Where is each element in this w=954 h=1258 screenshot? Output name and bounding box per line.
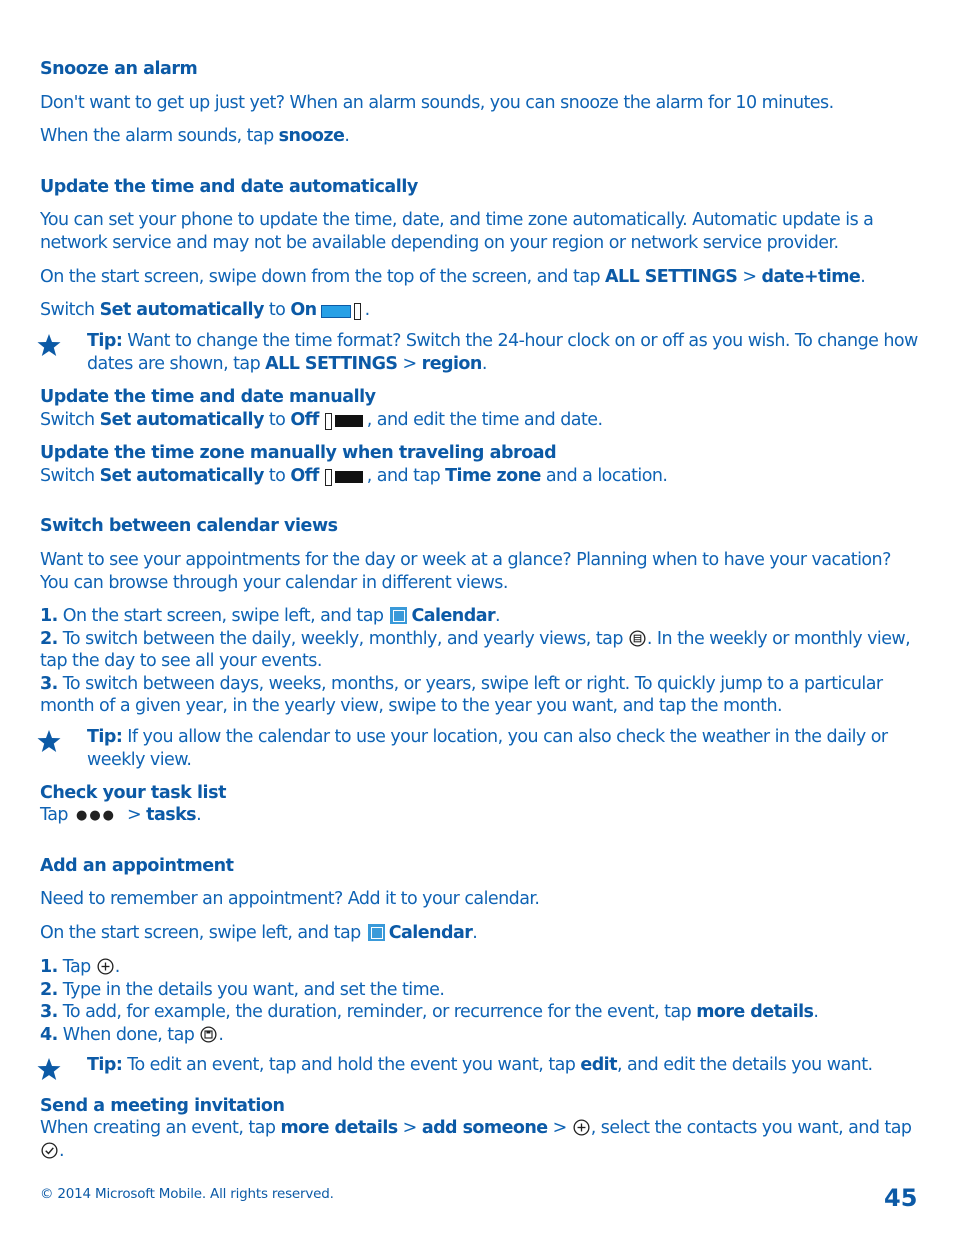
tip-time-format: Tip: Want to change the time format? Switch the 24-hour clock on or off as you wish. To change how dates are shown, tap ALL SETTINGS > region. (87, 331, 918, 374)
snooze-paragraph: Don't want to get up just yet? When an alarm sounds, you can snooze the alarm for 10 minutes. (40, 93, 834, 113)
calendar-views-icon (629, 630, 646, 647)
section-heading-snooze: Snooze an alarm (40, 59, 198, 79)
more-dots-icon: ●●● (75, 808, 117, 823)
section-heading-appointment: Add an appointment (40, 856, 234, 876)
add-icon (97, 958, 114, 975)
section-heading-meeting: Send a meeting invitation (40, 1096, 285, 1116)
auto-time-switch: Switch Set automatically to On . (40, 300, 370, 320)
time-zone-instruction: Switch Set automatically to Off , and tap Time zone and a location. (40, 466, 668, 486)
step-4: 4. When done, tap . (40, 1024, 224, 1045)
appointment-paragraph: Need to remember an appointment? Add it to your calendar. (40, 889, 540, 909)
meeting-instruction: When creating an event, tap more details > add someone > , select the contacts you want, and tap . (40, 1118, 912, 1161)
task-list-instruction: Tap ●●● > tasks. (40, 804, 920, 828)
toggle-off-icon (325, 415, 365, 428)
star-icon (37, 729, 61, 753)
calendar-tile-icon (368, 924, 385, 941)
appointment-steps (40, 956, 920, 1046)
section-heading-manual-time: Update the time and date manually (40, 387, 376, 407)
appointment-instruction: On the start screen, swipe left, and tap Calendar. (40, 923, 478, 943)
save-icon (200, 1026, 217, 1043)
step-3: 3. To add, for example, the duration, reminder, or recurrence for the event, tap more details. (40, 1002, 819, 1022)
star-icon (37, 333, 61, 357)
section-heading-auto-time: Update the time and date automatically (40, 177, 418, 197)
auto-time-instruction: On the start screen, swipe down from the top of the screen, and tap ALL SETTINGS > date+time. (40, 267, 866, 287)
star-icon (37, 1057, 61, 1081)
tip-calendar-weather: Tip: If you allow the calendar to use your location, you can also check the weather in the daily or weekly view. (87, 727, 888, 770)
toggle-off-icon (325, 471, 365, 484)
page-number: 45 (884, 1184, 918, 1212)
toggle-on-icon (321, 305, 361, 318)
check-icon (41, 1142, 58, 1159)
step-2: 2. Type in the details you want, and set the time. (40, 979, 445, 1000)
calendar-tile-icon (390, 607, 407, 624)
snooze-instruction: When the alarm sounds, tap snooze. (40, 126, 350, 146)
calendar-views-paragraph: Want to see your appointments for the day or week at a glance? Planning when to have your vacation? You can browse through your calendar in different views. (40, 550, 891, 593)
section-heading-calendar-views: Switch between calendar views (40, 516, 338, 536)
step-1: 1. Tap . (40, 957, 120, 977)
auto-time-paragraph: You can set your phone to update the time, date, and time zone automatically. Automatic update is a network service and may not be available depending on your region or network service provider. (40, 210, 874, 253)
copyright-footer: © 2014 Microsoft Mobile. All rights reserved. (40, 1186, 334, 1202)
step-2: 2. To switch between the daily, weekly, monthly, and yearly views, tap . In the weekly or monthly view, tap the day to see all your events. (40, 628, 911, 671)
step-1: 1. On the start screen, swipe left, and tap Calendar. (40, 606, 501, 626)
calendar-views-steps (40, 605, 920, 718)
manual-time-instruction: Switch Set automatically to Off , and edit the time and date. (40, 410, 603, 430)
tip-edit-event: Tip: To edit an event, tap and hold the event you want, tap edit, and edit the details you want. (87, 1055, 873, 1075)
add-icon (573, 1119, 590, 1136)
section-heading-task-list: Check your task list (40, 783, 226, 803)
step-3: 3. To switch between days, weeks, months, or years, swipe left or right. To quickly jump to a particular month of a given year, in the yearly view, swipe to the year you want, and tap the month. (40, 673, 883, 716)
section-heading-time-zone: Update the time zone manually when traveling abroad (40, 443, 557, 463)
